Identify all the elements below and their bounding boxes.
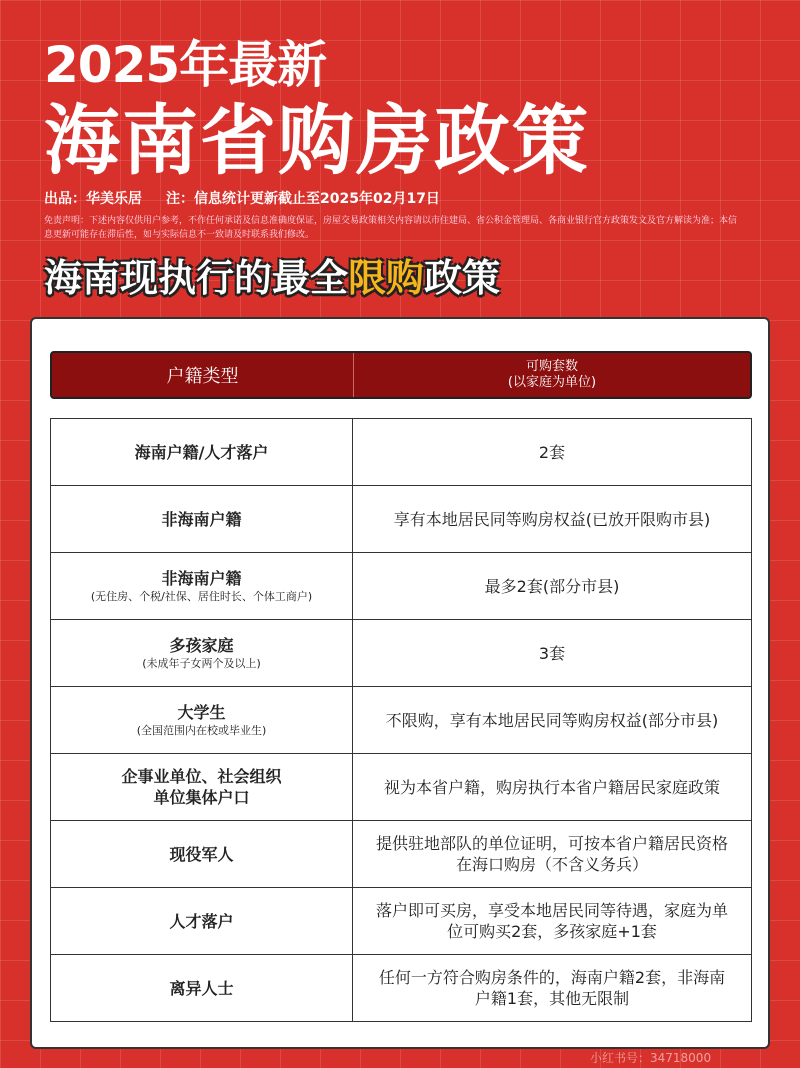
purchase-limit bbox=[353, 821, 752, 888]
household-type bbox=[51, 687, 353, 754]
source-line bbox=[44, 190, 464, 208]
type-note: (全国范围内在校或毕业生) bbox=[136, 724, 267, 737]
type-label: 现役军人 bbox=[169, 844, 234, 864]
type-label: 离异人士 bbox=[169, 978, 234, 998]
table-row bbox=[51, 620, 752, 687]
household-type bbox=[51, 620, 353, 687]
source: 出品：华美乐居 bbox=[44, 191, 142, 207]
limit-value: 视为本省户籍，购房执行本省户籍居民家庭政策 bbox=[383, 777, 720, 797]
table-row bbox=[51, 419, 752, 486]
type-label: 非海南户籍 bbox=[161, 509, 242, 529]
policy-card bbox=[30, 317, 770, 1049]
subtitle-highlight: 限购 bbox=[348, 256, 425, 300]
type-note: (未成年子女两个及以上) bbox=[142, 657, 261, 670]
type-note: (无住房、个税/社保、居住时长、个体工商户) bbox=[90, 590, 313, 603]
limit-value: 2套 bbox=[538, 442, 566, 462]
household-type bbox=[51, 553, 353, 620]
subtitle-pre: 海南现执行的最全 bbox=[44, 256, 349, 300]
watermark: 小红书号：34718000 bbox=[590, 1051, 712, 1065]
household-type bbox=[51, 754, 353, 821]
household-type bbox=[51, 419, 353, 486]
table-row bbox=[51, 888, 752, 955]
purchase-limit bbox=[353, 888, 752, 955]
limit-value: 任何一方符合购房条件的，海南户籍2套，非海南户籍1套，其他无限制 bbox=[378, 968, 726, 1008]
title-year: 2025年最新 bbox=[44, 36, 327, 94]
policy-table bbox=[50, 418, 752, 1022]
update-note: 注：信息统计更新截止至2025年02月17日 bbox=[166, 191, 440, 207]
type-label: 非海南户籍 bbox=[161, 569, 242, 588]
table-row bbox=[51, 553, 752, 620]
type-label: 大学生 bbox=[177, 703, 226, 722]
limit-value: 落户即可买房，享受本地居民同等待遇，家庭为单位可购买2套，多孩家庭+1套 bbox=[375, 901, 728, 941]
page-title: 海南省购房政策 bbox=[44, 96, 590, 185]
limit-value: 享有本地居民同等购房权益(已放开限购市县) bbox=[393, 509, 711, 529]
purchase-limit bbox=[353, 955, 752, 1022]
subtitle-post: 政策 bbox=[424, 256, 501, 300]
table-row bbox=[51, 821, 752, 888]
subtitle bbox=[44, 254, 500, 302]
type-label: 多孩家庭 bbox=[169, 636, 234, 655]
limit-value: 3套 bbox=[538, 643, 566, 663]
header-count: 可购套数 (以家庭为单位) bbox=[507, 359, 597, 390]
household-type bbox=[51, 955, 353, 1022]
type-label: 企事业单位、社会组织单位集体户口 bbox=[121, 767, 282, 807]
household-type bbox=[51, 888, 353, 955]
household-type bbox=[51, 821, 353, 888]
household-type bbox=[51, 486, 353, 553]
table-header bbox=[50, 351, 752, 399]
purchase-limit bbox=[353, 687, 752, 754]
limit-value: 不限购，享有本地居民同等购房权益(部分市县) bbox=[385, 710, 719, 730]
purchase-limit bbox=[353, 553, 752, 620]
purchase-limit bbox=[353, 486, 752, 553]
table-row bbox=[51, 486, 752, 553]
header-type: 户籍类型 bbox=[52, 353, 354, 397]
table-row bbox=[51, 754, 752, 821]
purchase-limit bbox=[353, 620, 752, 687]
table-row bbox=[51, 955, 752, 1022]
type-label: 人才落户 bbox=[169, 911, 234, 931]
limit-value: 提供驻地部队的单位证明，可按本省户籍居民资格在海口购房（不含义务兵） bbox=[375, 834, 728, 874]
type-label: 海南户籍/人才落户 bbox=[134, 442, 269, 462]
purchase-limit bbox=[353, 419, 752, 486]
limit-value: 最多2套(部分市县) bbox=[484, 576, 620, 596]
disclaimer: 免责声明：下述内容仅供用户参考，不作任何承诺及信息准确度保证，房屋交易政策相关内容请以市住建局、省公积金管理局、各商业银行官方政策发文及官方解读为准；本信息更新可能存在滞后性，如与实际信息不一致请及时联系我们修改。 bbox=[44, 216, 738, 240]
table-row bbox=[51, 687, 752, 754]
purchase-limit bbox=[353, 754, 752, 821]
